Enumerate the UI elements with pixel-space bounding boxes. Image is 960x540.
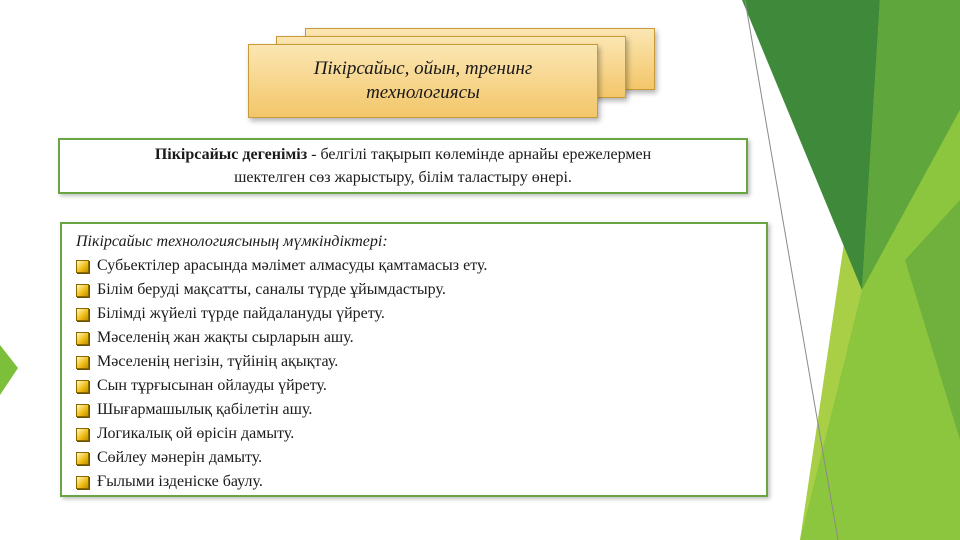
list-item bbox=[76, 422, 766, 446]
square-bullet-icon bbox=[76, 308, 89, 321]
definition-box bbox=[58, 138, 748, 194]
list-item bbox=[76, 398, 766, 422]
square-bullet-icon bbox=[76, 452, 89, 465]
title-card-front bbox=[248, 44, 598, 118]
list-item bbox=[76, 350, 766, 374]
slide-title: Пікірсайыс, ойын, тренинг технологиясы bbox=[313, 58, 533, 103]
square-bullet-icon bbox=[76, 260, 89, 273]
square-bullet-icon bbox=[76, 284, 89, 297]
list-item bbox=[76, 254, 766, 278]
square-bullet-icon bbox=[76, 428, 89, 441]
list-item bbox=[76, 326, 766, 350]
list-item bbox=[76, 470, 766, 494]
list-item-text: Сын тұрғысынан ойлауды үйрету. bbox=[97, 377, 327, 394]
title-card-stack bbox=[248, 28, 658, 124]
list-item-text: Шығармашылық қабілетін ашу. bbox=[97, 401, 313, 418]
list-item-text: Сөйлеу мәнерін дамыту. bbox=[97, 449, 263, 466]
list-item-text: Субьектілер арасында мәлімет алмасуды қамтамасыз ету. bbox=[97, 257, 488, 274]
definition-text-line2: шектелген сөз жарыстыру, білім таластыру өнері. bbox=[234, 169, 572, 186]
list-item bbox=[76, 446, 766, 470]
square-bullet-icon bbox=[76, 332, 89, 345]
list-item bbox=[76, 374, 766, 398]
list-item-text: Логикалық ой өрісін дамыту. bbox=[97, 425, 295, 442]
left-green-shape bbox=[0, 345, 18, 395]
list-item-text: Мәселенің негізін, түйінің ақықтау. bbox=[97, 353, 339, 370]
square-bullet-icon bbox=[76, 356, 89, 369]
features-heading: Пікірсайыс технологиясының мүмкіндіктері: bbox=[76, 233, 388, 250]
square-bullet-icon bbox=[76, 476, 89, 489]
features-list bbox=[76, 254, 766, 494]
list-item-text: Мәселенің жан жақты сырларын ашу. bbox=[97, 329, 354, 346]
list-item-text: Білім беруді мақсатты, саналы түрде ұйымдастыру. bbox=[97, 281, 446, 298]
list-item bbox=[76, 302, 766, 326]
square-bullet-icon bbox=[76, 404, 89, 417]
definition-text-line1: - белгілі тақырып көлемінде арнайы ережелермен bbox=[307, 146, 652, 163]
square-bullet-icon bbox=[76, 380, 89, 393]
list-item-text: Ғылыми ізденіске баулу. bbox=[97, 473, 263, 490]
list-item-text: Білімді жүйелі түрде пайдалануды үйрету. bbox=[97, 305, 385, 322]
list-item bbox=[76, 278, 766, 302]
definition-term: Пікірсайыс дегеніміз bbox=[154, 146, 308, 163]
features-box bbox=[60, 222, 768, 497]
